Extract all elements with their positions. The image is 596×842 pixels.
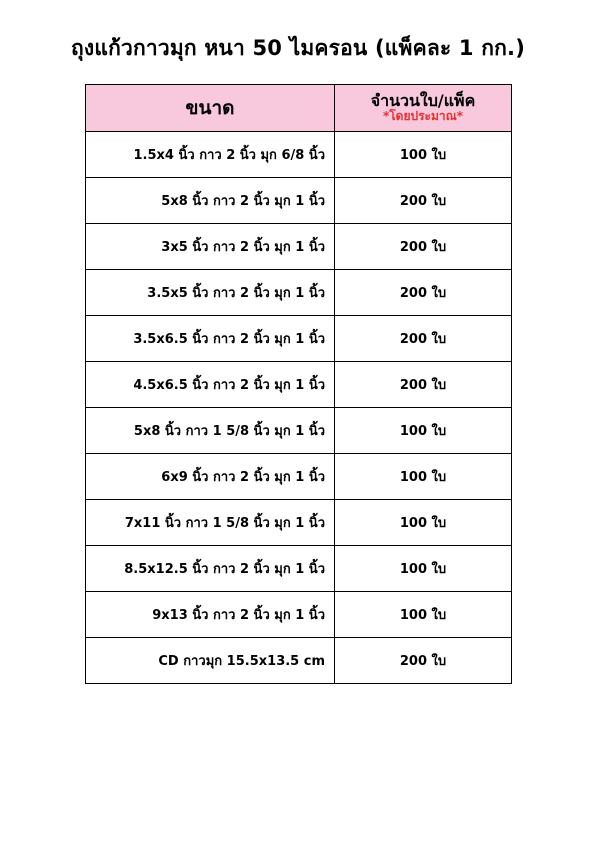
size-cell: 3.5x6.5 นิ้ว กาว 2 นิ้ว มุก 1 นิ้ว (86, 316, 335, 362)
qty-cell: 200 ใบ (335, 638, 512, 684)
size-cell: 6x9 นิ้ว กาว 2 นิ้ว มุก 1 นิ้ว (86, 454, 335, 500)
column-header-qty (335, 85, 512, 132)
table-row (86, 362, 512, 408)
qty-cell: 200 ใบ (335, 270, 512, 316)
size-cell: 3.5x5 นิ้ว กาว 2 นิ้ว มุก 1 นิ้ว (86, 270, 335, 316)
qty-cell: 100 ใบ (335, 546, 512, 592)
table-row (86, 638, 512, 684)
table-row (86, 224, 512, 270)
size-cell: 5x8 นิ้ว กาว 1 5/8 นิ้ว มุก 1 นิ้ว (86, 408, 335, 454)
qty-cell: 100 ใบ (335, 454, 512, 500)
table-row (86, 500, 512, 546)
table-row (86, 178, 512, 224)
qty-cell: 200 ใบ (335, 178, 512, 224)
qty-cell: 200 ใบ (335, 316, 512, 362)
table-header-row (86, 85, 512, 132)
size-cell: CD กาวมุก 15.5x13.5 cm (86, 638, 335, 684)
table-body (86, 132, 512, 684)
table-row (86, 132, 512, 178)
size-cell: 3x5 นิ้ว กาว 2 นิ้ว มุก 1 นิ้ว (86, 224, 335, 270)
size-table (85, 84, 512, 684)
page-title: ถุงแก้วกาวมุก หนา 50 ไมครอน (แพ็คละ 1 กก.) (70, 36, 526, 60)
size-cell: 5x8 นิ้ว กาว 2 นิ้ว มุก 1 นิ้ว (86, 178, 335, 224)
size-cell: 4.5x6.5 นิ้ว กาว 2 นิ้ว มุก 1 นิ้ว (86, 362, 335, 408)
column-header-size: ขนาด (86, 85, 335, 132)
qty-cell: 100 ใบ (335, 132, 512, 178)
size-cell: 8.5x12.5 นิ้ว กาว 2 นิ้ว มุก 1 นิ้ว (86, 546, 335, 592)
column-header-qty-note: *โดยประมาณ* (382, 109, 464, 124)
column-header-qty-label: จำนวนใบ/แพ็ค (370, 91, 476, 111)
table-row (86, 546, 512, 592)
table-row (86, 408, 512, 454)
qty-cell: 200 ใบ (335, 362, 512, 408)
size-cell: 9x13 นิ้ว กาว 2 นิ้ว มุก 1 นิ้ว (86, 592, 335, 638)
table-row (86, 270, 512, 316)
table-row (86, 454, 512, 500)
table-row (86, 592, 512, 638)
qty-cell: 100 ใบ (335, 500, 512, 546)
qty-cell: 100 ใบ (335, 408, 512, 454)
qty-cell: 100 ใบ (335, 592, 512, 638)
size-cell: 7x11 นิ้ว กาว 1 5/8 นิ้ว มุก 1 นิ้ว (86, 500, 335, 546)
size-cell: 1.5x4 นิ้ว กาว 2 นิ้ว มุก 6/8 นิ้ว (86, 132, 335, 178)
qty-cell: 200 ใบ (335, 224, 512, 270)
table-row (86, 316, 512, 362)
table-header (86, 85, 512, 132)
